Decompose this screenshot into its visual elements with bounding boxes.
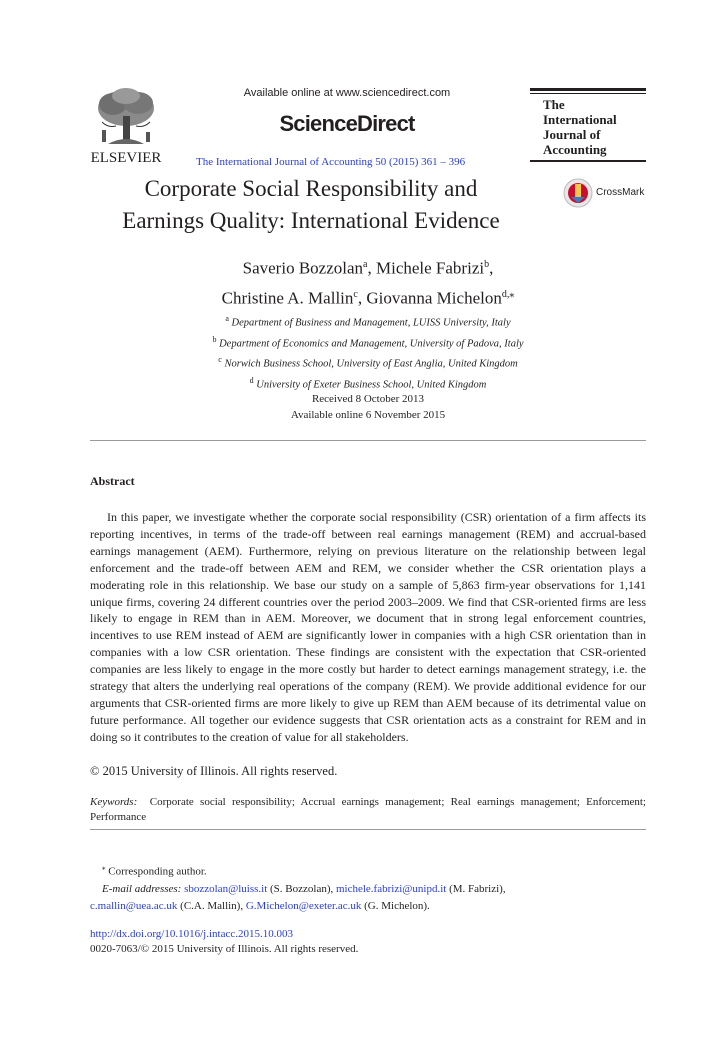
author-name[interactable]: Giovanna Michelon (366, 288, 502, 308)
crossmark-badge[interactable] (563, 178, 653, 208)
journal-name (543, 97, 617, 157)
doi-link[interactable]: http://dx.doi.org/10.1016/j.intacc.2015.10.003 (90, 928, 293, 940)
paper-title (88, 173, 534, 237)
affiliation-item (90, 332, 646, 353)
affiliation-marker: c (353, 288, 358, 300)
author-name[interactable]: Michele Fabrizi (375, 258, 485, 278)
crossmark-icon (563, 178, 593, 208)
received-date: Received 8 October 2013 (311, 393, 425, 405)
title-line-2: Earnings Quality: International Evidence (122, 208, 500, 233)
email-owner: (G. Michelon). (361, 899, 430, 912)
author-name[interactable]: Saverio Bozzolan (242, 258, 364, 278)
affiliation-text: Department of Business and Management, LUISS University, Italy (231, 317, 511, 329)
affiliation-marker: d (249, 375, 254, 385)
footnote-line (90, 860, 646, 881)
masthead-rule (530, 93, 646, 94)
abstract-heading: Abstract (90, 474, 135, 488)
journal-name-line: The (543, 97, 565, 112)
affiliation-item (90, 373, 646, 394)
affiliation-text: Department of Economics and Management, University of Padova, Italy (219, 338, 524, 349)
journal-name-line: Journal of (543, 127, 601, 142)
journal-name-line: Accounting (543, 142, 607, 157)
author-list (90, 252, 646, 311)
masthead-rule (530, 88, 646, 91)
email-owner: (S. Bozzolan), (267, 882, 336, 895)
affiliation-marker: d,⁎ (501, 288, 515, 300)
affiliation-text: University of Exeter Business School, United Kingdom (256, 379, 487, 390)
keywords (90, 795, 646, 825)
keywords-label: Keywords: (90, 796, 138, 808)
divider (90, 440, 646, 441)
email-owner: (M. Fabrizi), (446, 882, 506, 895)
publisher-name: ELSEVIER (90, 150, 162, 166)
abstract-body: In this paper, we investigate whether the corporate social responsibility (CSR) orientation of a firm affects its reporting incentives, in terms of the trade-off between real earnings management (REM) and accrual-based earnings management (AEM). Furthermore, relying on previous literature on the relationship between legal enforcement and the trade-off between AEM and REM, we consider whether the CSR orientation plays a moderating role in this relationship. We base our study on a sample of 5,863 firm-year observations for 1,141 unique firms, covering 24 different countries over the period 2003–2009. We find that CSR-oriented firms are less likely to engage in REM than in AEM. Moreover, we document that in strong legal enforcement countries, incentives to use REM instead of AEM are significantly lower in companies with a high CSR orientation than in companies with a low CSR orientation. These findings are consistent with the expectation that CSR-oriented companies are less likely to engage in the more costly but harder to detect earnings management strategy, i.e. the strategy that alters the underlying real operations of the company (REM). We provide additional evidence for our arguments that CSR-oriented firms are more likely to give up REM than AEM because of its detrimental value on future performance. All together our evidence suggests that CSR orientation acts as a constraint for REM and in doing so it contributes to the creation of value for all stakeholders. (90, 510, 646, 744)
journal-citation[interactable]: The International Journal of Accounting 50 (2015) 361 – 396 (196, 156, 466, 168)
available-date: Available online 6 November 2015 (290, 409, 446, 421)
footnote-line (90, 898, 646, 915)
journal-name-line: International (543, 112, 617, 127)
journal-masthead (530, 88, 646, 164)
affiliation-marker: c (218, 355, 222, 364)
corresponding-label: Corresponding author. (108, 865, 207, 878)
affiliation-item (90, 352, 646, 373)
corresponding-author-footnote (90, 860, 646, 915)
available-online-note[interactable]: Available online at www.sciencedirect.com (243, 87, 451, 99)
affiliation-item (90, 311, 646, 332)
email-link[interactable]: c.mallin@uea.ac.uk (90, 899, 178, 912)
author-name[interactable]: Christine A. Mallin (221, 288, 354, 308)
email-link[interactable]: G.Michelon@exeter.ac.uk (245, 899, 362, 912)
affiliation-text: Norwich Business School, University of East Anglia, United Kingdom (224, 358, 518, 370)
author-separator: , (357, 288, 367, 308)
affiliation-marker: a (363, 259, 368, 270)
title-line-1: Corporate Social Responsibility and (144, 176, 478, 201)
elsevier-logo (88, 86, 164, 168)
email-owner: (C.A. Mallin), (177, 899, 246, 912)
sciencedirect-logo[interactable]: ScienceDirect (279, 111, 415, 136)
author-line (90, 252, 646, 282)
affiliation-marker: b (212, 334, 217, 344)
elsevier-tree-icon (88, 86, 164, 168)
email-link[interactable]: sbozzolan@luiss.it (184, 882, 268, 895)
abstract-copyright: © 2015 University of Illinois. All rights reserved. (90, 764, 338, 778)
author-separator: , (367, 258, 376, 278)
divider (90, 829, 646, 830)
author-separator: , (489, 258, 494, 278)
crossmark-label: CrossMark (596, 187, 645, 198)
article-history (90, 391, 646, 423)
email-link[interactable]: michele.fabrizi@unipd.it (335, 882, 447, 895)
affiliation-marker: a (225, 314, 229, 323)
affiliation-list (90, 311, 646, 393)
keywords-text: Corporate social responsibility; Accrual earnings management; Real earnings management; Enforcement; Performance (90, 796, 646, 823)
footnote-marker: ⁎ (102, 864, 106, 872)
issn-line: 0020-7063/© 2015 University of Illinois. All rights reserved. (90, 943, 359, 955)
author-line (90, 282, 646, 312)
masthead-rule (530, 160, 646, 162)
affiliation-marker: b (484, 259, 490, 270)
email-label: E-mail addresses: (102, 882, 182, 895)
footnote-line (90, 881, 646, 898)
